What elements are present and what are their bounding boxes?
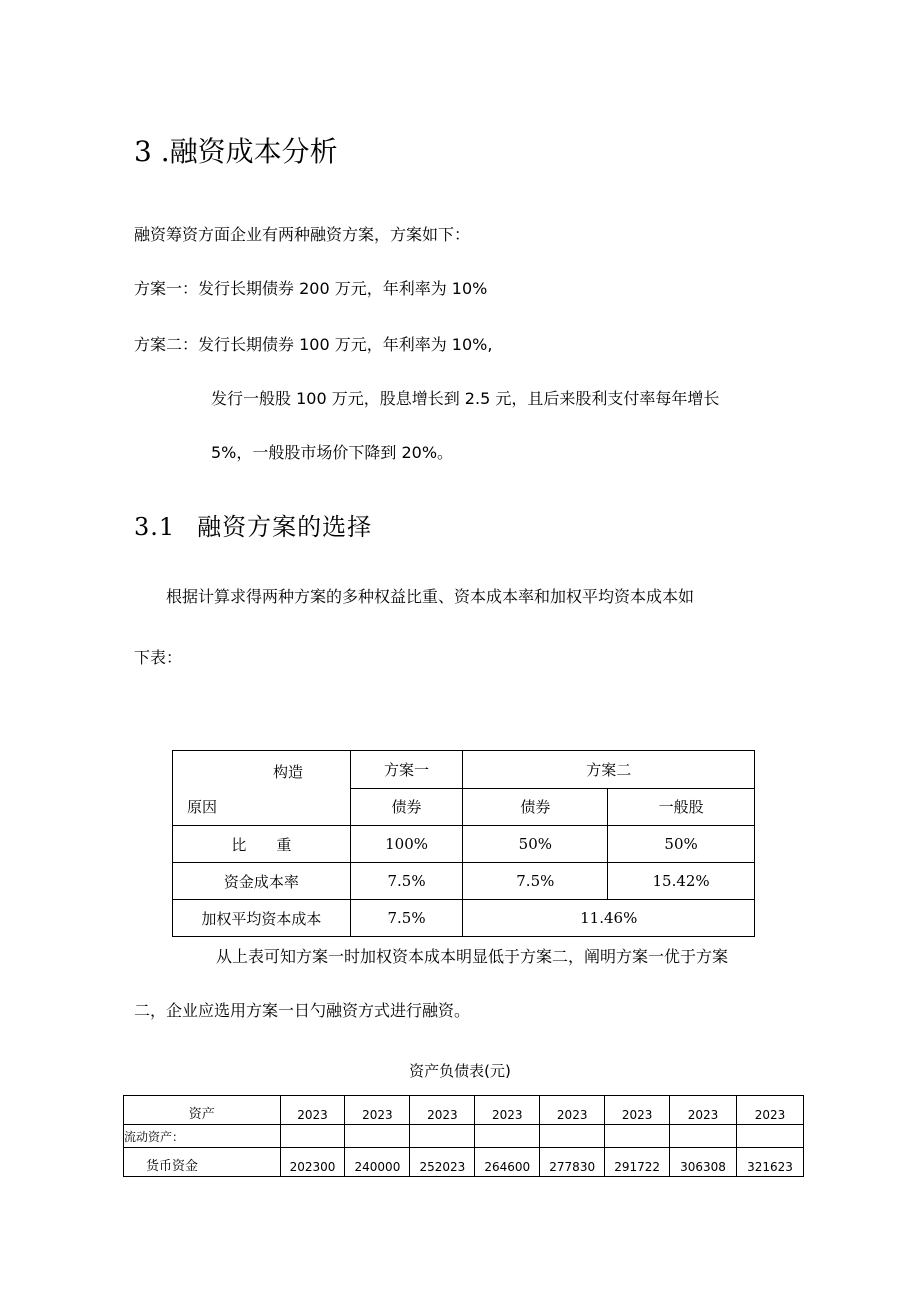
- financing-cost-table: [172, 750, 755, 937]
- plan-two-stock-header: 一般股: [608, 788, 755, 826]
- plan-one-header: 方案一: [350, 751, 463, 789]
- year-header: 2023: [540, 1096, 605, 1125]
- table-row: [124, 1148, 804, 1177]
- table-row: [173, 826, 755, 863]
- table-cell: 100%: [350, 826, 463, 863]
- table-row: [173, 900, 755, 937]
- table-cell: [280, 1125, 345, 1148]
- plan-two-detail-2: 5%，一般股市场价下降到 20%。: [211, 443, 454, 462]
- table-cell: 50%: [608, 826, 755, 863]
- header-structure-label: 构造: [273, 763, 304, 781]
- row-label: 比 重: [173, 826, 351, 863]
- conclusion-line-2: 二，企业应选用方案一日勺融资方式进行融资。: [134, 1001, 471, 1020]
- table-cell: [605, 1125, 670, 1148]
- table-cell: 50%: [463, 826, 608, 863]
- plan-one-text: 方案一：发行长期债券 200 万元，年利率为 10%: [134, 279, 488, 298]
- header-diagonal-cell: [173, 751, 351, 826]
- table-cell: 202300: [280, 1148, 345, 1177]
- balance-sheet-caption: 资产负债表(元): [409, 1062, 511, 1080]
- table-cell: [345, 1125, 410, 1148]
- asset-column-header: 资产: [124, 1096, 281, 1125]
- table-cell: [737, 1125, 804, 1148]
- plan-one-bond-header: 债券: [350, 788, 463, 826]
- table-cell: 277830: [540, 1148, 605, 1177]
- year-header: 2023: [605, 1096, 670, 1125]
- table-cell: 11.46%: [463, 900, 755, 937]
- year-header: 2023: [475, 1096, 540, 1125]
- table-row: [173, 863, 755, 900]
- table-cell: [540, 1125, 605, 1148]
- table-cell: [475, 1125, 540, 1148]
- table-cell: 15.42%: [608, 863, 755, 900]
- subsection-heading: [134, 507, 372, 542]
- category-label: 流动资产：: [124, 1125, 281, 1148]
- table-cell: 321623: [737, 1148, 804, 1177]
- plan-two-detail-1: 发行一般股 100 万元，股息增长到 2.5 元，且后来股利支付率每年增长: [211, 389, 720, 408]
- row-label: 货币资金: [124, 1148, 281, 1177]
- table-cell: 306308: [670, 1148, 737, 1177]
- section-heading: 3 .融资成本分析: [134, 135, 338, 168]
- year-header: 2023: [345, 1096, 410, 1125]
- year-header: 2023: [670, 1096, 737, 1125]
- plan-two-bond-header: 债券: [463, 788, 608, 826]
- year-header: 2023: [280, 1096, 345, 1125]
- table-cell: [410, 1125, 475, 1148]
- table-cell: 7.5%: [350, 863, 463, 900]
- year-header: 2023: [737, 1096, 804, 1125]
- paragraph-line-2: 下表：: [134, 648, 183, 667]
- table-cell: 291722: [605, 1148, 670, 1177]
- table-cell: 7.5%: [463, 863, 608, 900]
- year-header: 2023: [410, 1096, 475, 1125]
- table-cell: 7.5%: [350, 900, 463, 937]
- paragraph-line-1: 根据计算求得两种方案的多种权益比重、资本成本率和加权平均资本成本如: [166, 587, 695, 606]
- row-label: 资金成本率: [173, 863, 351, 900]
- plan-two-header: 方案二: [463, 751, 755, 789]
- table-cell: 264600: [475, 1148, 540, 1177]
- table-cell: [670, 1125, 737, 1148]
- plan-two-text: 方案二：发行长期债券 100 万元，年利率为 10%,: [134, 335, 493, 354]
- conclusion-line-1: 从上表可知方案一时加权资本成本明显低于方案二，阐明方案一优于方案: [216, 947, 729, 966]
- subsection-title: 融资方案的选择: [197, 513, 373, 541]
- header-reason-label: 原因: [187, 798, 218, 816]
- subsection-number: 3.1: [134, 513, 176, 541]
- balance-sheet-table: [123, 1095, 804, 1177]
- row-label: 加权平均资本成本: [173, 900, 351, 937]
- table-cell: 240000: [345, 1148, 410, 1177]
- table-cell: 252023: [410, 1148, 475, 1177]
- intro-text: 融资筹资方面企业有两种融资方案，方案如下：: [134, 225, 471, 244]
